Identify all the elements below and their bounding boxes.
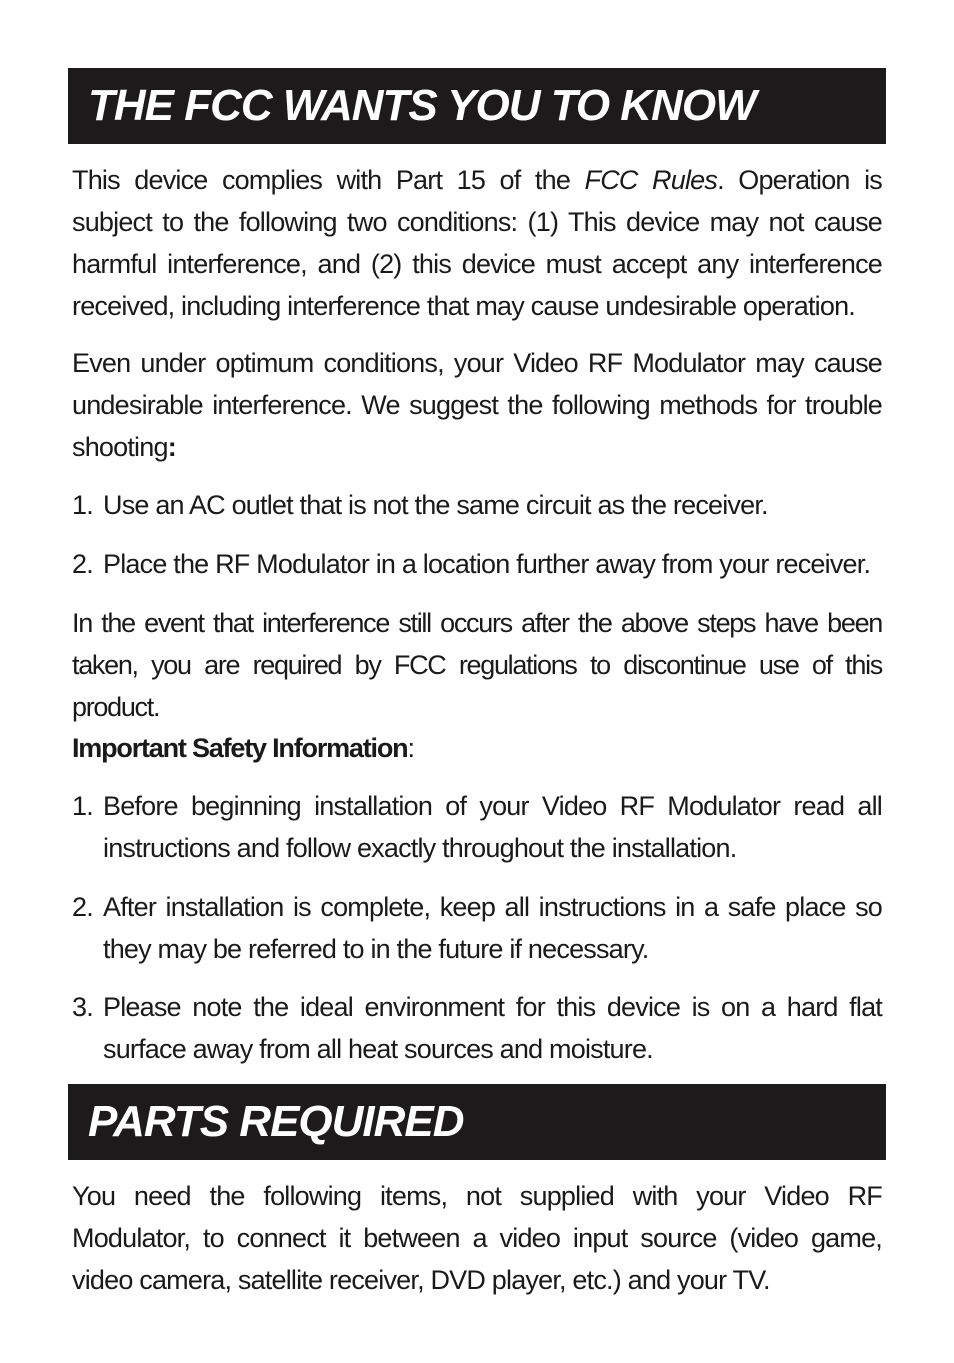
- item-text: Please note the ideal environment for this device is on a hard flat surface away from all heat sources and moisture.: [103, 992, 882, 1064]
- fcc-title: THE FCC WANTS YOU TO KNOW: [88, 81, 756, 130]
- safety-heading-row: [72, 727, 882, 769]
- parts-banner: [68, 1084, 886, 1160]
- safety-heading-line: [72, 727, 882, 769]
- fcc-para1-start: This device complies with Part 15 of the: [72, 165, 585, 195]
- fcc-troubleshoot: [72, 342, 882, 468]
- item-number: 2.: [72, 892, 93, 922]
- fcc-discontinue: [72, 602, 882, 728]
- fcc-intro: [72, 159, 882, 327]
- safety-item-3: [72, 986, 882, 1070]
- troubleshoot-text: Even under optimum conditions, your Video RF Modulator may cause undesirable interference. We suggest the following methods for trouble shooting: [72, 348, 882, 462]
- item-text: After installation is complete, keep all instructions in a safe place so they may be referred to in the future if necessary.: [103, 892, 882, 964]
- step-text: Place the RF Modulator in a location further away from your receiver.: [103, 549, 871, 579]
- item-number: 3.: [72, 992, 93, 1022]
- step-number: 1.: [72, 490, 93, 520]
- fcc-para1-end: . Operation is subject to the following two conditions: (1) This device may not cause harmful interference, and (2) this device must accept any interference received, including interference that may cause undesirable operation.: [72, 165, 882, 321]
- parts-paragraph: You need the following items, not supplied with your Video RF Modulator, to connect it between a video input source (video game, video camera, satellite receiver, DVD player, etc.) and your TV.: [72, 1181, 882, 1295]
- fcc-rules-emphasis: FCC Rules: [584, 165, 718, 195]
- parts-title: PARTS REQUIRED: [88, 1097, 464, 1146]
- item-text: Before beginning installation of your Video RF Modulator read all instructions and follow exactly throughout the installation.: [103, 791, 882, 863]
- troubleshoot-paragraph: [72, 342, 882, 468]
- safety-heading: Important Safety Information: [72, 733, 408, 763]
- fcc-compliance-paragraph: [72, 159, 882, 327]
- step-text: Use an AC outlet that is not the same circuit as the receiver.: [103, 490, 768, 520]
- safety-colon: :: [407, 733, 415, 763]
- troubleshoot-step-2: [72, 543, 882, 585]
- safety-item-1: [72, 785, 882, 869]
- step-number: 2.: [72, 549, 93, 579]
- parts-body: [72, 1175, 882, 1301]
- troubleshoot-step-1: [72, 484, 882, 526]
- item-number: 1.: [72, 791, 93, 821]
- safety-item-2: [72, 886, 882, 970]
- troubleshoot-colon: :: [167, 432, 176, 462]
- discontinue-paragraph: In the event that interference still occurs after the above steps have been taken, you are required by FCC regulations to discontinue use of this product.: [72, 608, 882, 722]
- fcc-banner: [68, 68, 886, 144]
